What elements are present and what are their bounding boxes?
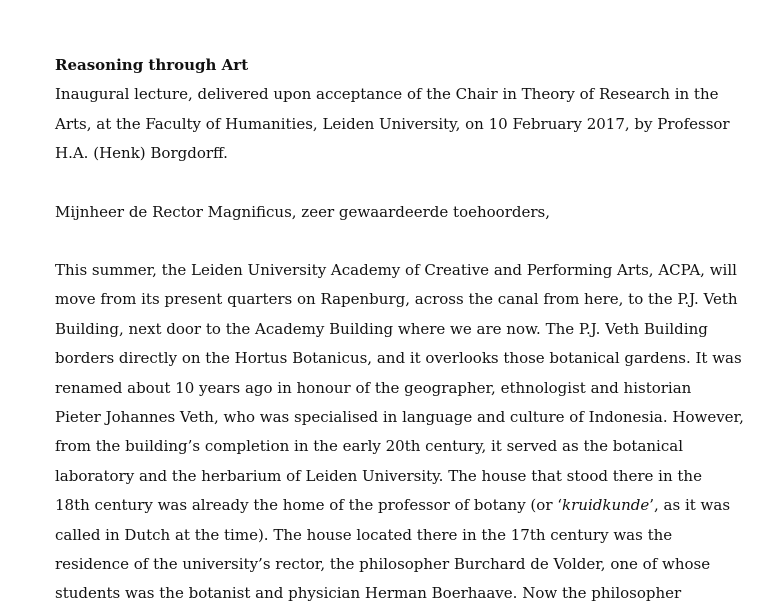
body-line-2: move from its present quarters on Rapenburg, across the canal from here, to the P.J. Veth xyxy=(55,290,738,309)
body-line-11: residence of the university’s rector, the philosopher Burchard de Volder, one of whose xyxy=(55,554,711,573)
salutation-block xyxy=(55,198,755,227)
document-title: Reasoning through Art xyxy=(55,56,249,74)
body-line-9-start: 18th century was already the home of the professor of botany (or ‘ xyxy=(55,496,563,515)
title-block xyxy=(55,51,755,169)
intro-line-1: Inaugural lecture, delivered upon acceptance of the Chair in Theory of Research in the xyxy=(55,85,719,104)
body-line-9-end: ’, as it was xyxy=(649,496,731,515)
body-paragraph xyxy=(55,256,755,609)
body-line-4: borders directly on the Hortus Botanicus, and it overlooks those botanical gardens. It was xyxy=(55,349,742,368)
salutation: Mijnheer de Rector Magnificus, zeer gewaardeerde toehoorders, xyxy=(55,203,550,221)
body-line-12: students was the botanist and physician Herman Boerhaave. Now the philosopher xyxy=(55,584,682,603)
body-line-6: Pieter Johannes Veth, who was specialised in language and culture of Indonesia. However, xyxy=(55,407,744,426)
body-line-7: from the building’s completion in the early 20th century, it served as the botanical xyxy=(55,437,684,456)
body-line-9 xyxy=(55,491,755,520)
body-line-3: Building, next door to the Academy Building where we are now. The P.J. Veth Building xyxy=(55,319,708,338)
italic-term: kruidkunde xyxy=(562,496,650,515)
intro-line-3: H.A. (Henk) Borgdorff. xyxy=(55,144,228,163)
body-line-8: laboratory and the herbarium of Leiden University. The house that stood there in the xyxy=(55,466,702,485)
body-line-10: called in Dutch at the time). The house located there in the 17th century was the xyxy=(55,525,673,544)
intro-line-2: Arts, at the Faculty of Humanities, Leiden University, on 10 February 2017, by Professor xyxy=(55,114,730,133)
body-line-5: renamed about 10 years ago in honour of the geographer, ethnologist and historian xyxy=(55,378,692,397)
body-line-1: This summer, the Leiden University Academy of Creative and Performing Arts, ACPA, will xyxy=(55,261,737,279)
